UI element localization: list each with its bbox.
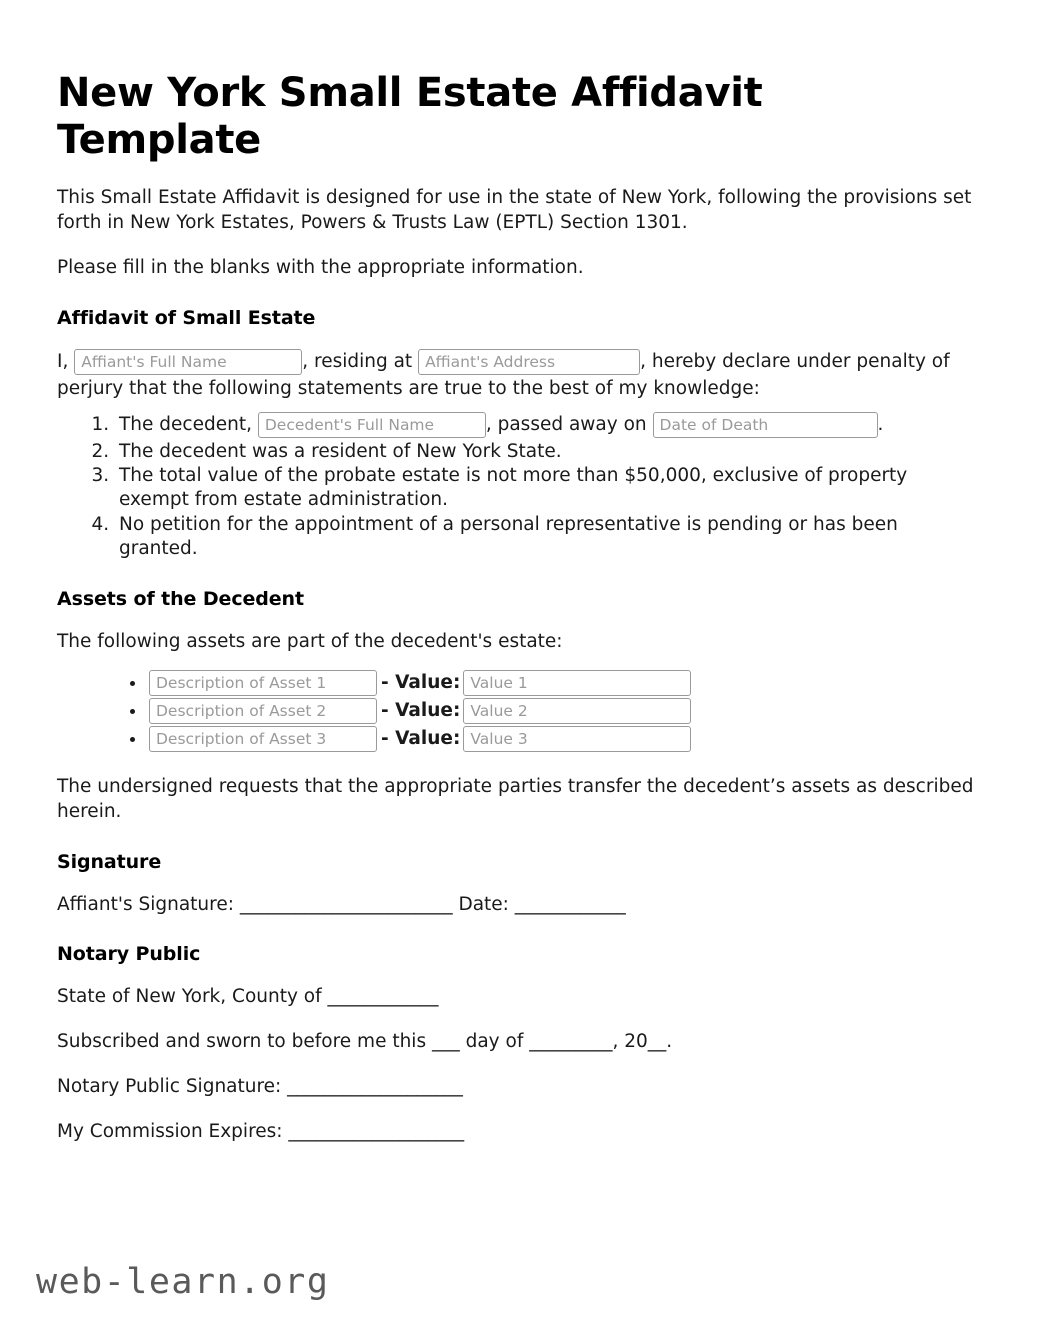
- statements-list: [57, 411, 977, 562]
- declaration-prefix-text: I,: [57, 351, 69, 373]
- statement-1-middle: , passed away on: [485, 413, 647, 435]
- statement-item-1: [115, 411, 977, 440]
- asset-description-input-3[interactable]: [149, 726, 377, 752]
- statement-item-2: 2. The decedent was a resident of New York State.: [115, 440, 977, 464]
- asset-value-input-2[interactable]: [463, 698, 691, 724]
- notary-state-county-line: State of New York, County of ____________: [57, 986, 439, 1008]
- asset-value-input-1[interactable]: [463, 670, 691, 696]
- assets-closing-paragraph: The undersigned requests that the appropriate parties transfer the decedent’s assets as described herein.: [57, 775, 974, 822]
- asset-row: [147, 697, 977, 725]
- declaration-middle-text: , residing at: [302, 351, 413, 373]
- statement-item-3: 3. The total value of the probate estate is not more than $50,000, exclusive of property exempt from estate administration.: [115, 464, 977, 513]
- asset-description-input-2[interactable]: [149, 698, 377, 724]
- declaration-suffix-text: , hereby declare under penalty of perjury that the following statements are true to the best of my knowledge:: [57, 351, 950, 400]
- footer-brand-watermark: web-learn.org: [36, 1262, 330, 1302]
- affiant-signature-line: Affiant's Signature: _______________________ Date: ____________: [57, 893, 626, 915]
- asset-value-input-3[interactable]: [463, 726, 691, 752]
- asset-value-label-1: - Value:: [381, 671, 461, 693]
- assets-intro-paragraph: The following assets are part of the decedent's estate:: [57, 630, 563, 652]
- asset-description-input-1[interactable]: [149, 670, 377, 696]
- assets-list: [57, 669, 977, 753]
- statement-1-prefix: The decedent,: [119, 413, 252, 435]
- section-heading-assets: Assets of the Decedent: [57, 587, 304, 610]
- asset-row: [147, 725, 977, 753]
- page-title: New York Small Estate Affidavit Template: [57, 70, 763, 164]
- asset-value-label-3: - Value:: [381, 727, 461, 749]
- section-heading-signature: Signature: [57, 850, 162, 873]
- section-heading-notary: Notary Public: [57, 943, 201, 966]
- affiant-name-input[interactable]: [74, 349, 302, 375]
- affiant-address-input[interactable]: [418, 349, 640, 375]
- notary-sworn-line: Subscribed and sworn to before me this ___ day of _________, 20__.: [57, 1031, 673, 1053]
- statement-item-4: 4. No petition for the appointment of a personal representative is pending or has been granted.: [115, 513, 977, 562]
- notary-signature-line: Notary Public Signature: ___________________: [57, 1076, 463, 1098]
- statement-1-suffix: .: [877, 413, 884, 435]
- decedent-name-input[interactable]: [258, 412, 486, 438]
- asset-value-label-2: - Value:: [381, 699, 461, 721]
- notary-commission-expires-line: My Commission Expires: ___________________: [57, 1121, 465, 1143]
- declaration-paragraph: [57, 349, 977, 403]
- intro-paragraph: This Small Estate Affidavit is designed for use in the state of New York, following the provisions set forth in New York Estates, Powers & Trusts Law (EPTL) Section 1301.: [57, 187, 972, 234]
- instruction-paragraph: Please fill in the blanks with the appropriate information.: [57, 257, 584, 279]
- section-heading-affidavit: Affidavit of Small Estate: [57, 307, 316, 330]
- asset-row: [147, 669, 977, 697]
- date-of-death-input[interactable]: [653, 412, 878, 438]
